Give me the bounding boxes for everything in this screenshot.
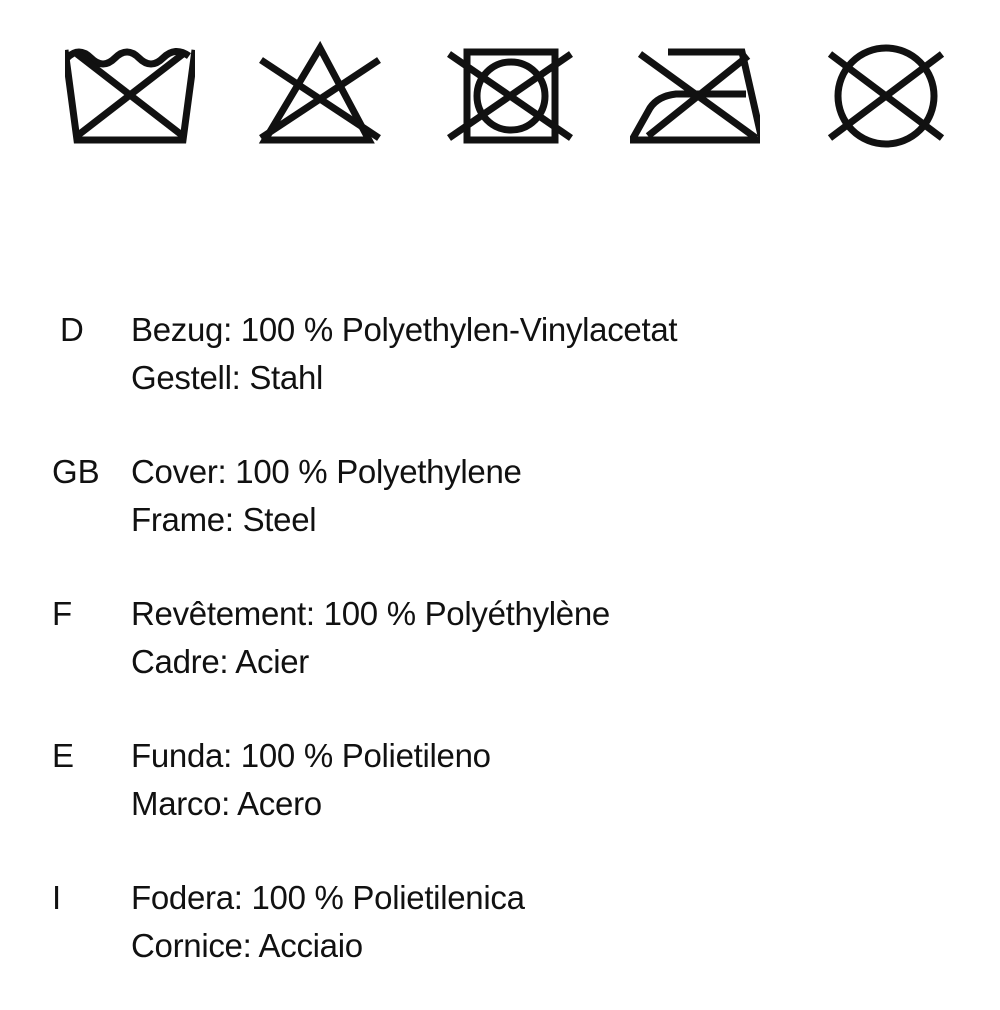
- do-not-dry-clean-icon: [820, 40, 950, 150]
- lang-block-it: [0, 868, 1000, 1010]
- language-code: I: [52, 879, 62, 916]
- care-symbols-row: [0, 0, 1000, 160]
- cover-material: Cover: 100 % Polyethylene: [131, 453, 522, 490]
- do-not-iron-icon: [630, 40, 760, 150]
- do-not-wash-icon: [65, 40, 195, 150]
- lang-block-es: [0, 726, 1000, 868]
- language-code: D: [60, 311, 84, 348]
- frame-material: Marco: Acero: [131, 785, 322, 822]
- lang-block-gb: [0, 442, 1000, 584]
- do-not-bleach-icon: [255, 40, 385, 150]
- language-code: GB: [52, 453, 100, 490]
- language-code: E: [52, 737, 75, 774]
- do-not-tumble-dry-icon: [445, 40, 575, 150]
- language-code: F: [52, 595, 73, 632]
- frame-material: Frame: Steel: [131, 501, 317, 538]
- cover-material: Bezug: 100 % Polyethylen-Vinylacetat: [131, 311, 678, 348]
- cover-material: Fodera: 100 % Polietilenica: [131, 879, 525, 916]
- material-info-list: [0, 300, 1000, 1010]
- cover-material: Revêtement: 100 % Polyéthylène: [131, 595, 610, 632]
- lang-block-fr: [0, 584, 1000, 726]
- frame-material: Cornice: Acciaio: [131, 927, 363, 964]
- frame-material: Cadre: Acier: [131, 643, 309, 680]
- frame-material: Gestell: Stahl: [131, 359, 324, 396]
- cover-material: Funda: 100 % Polietileno: [131, 737, 491, 774]
- lang-block-de: [0, 300, 1000, 442]
